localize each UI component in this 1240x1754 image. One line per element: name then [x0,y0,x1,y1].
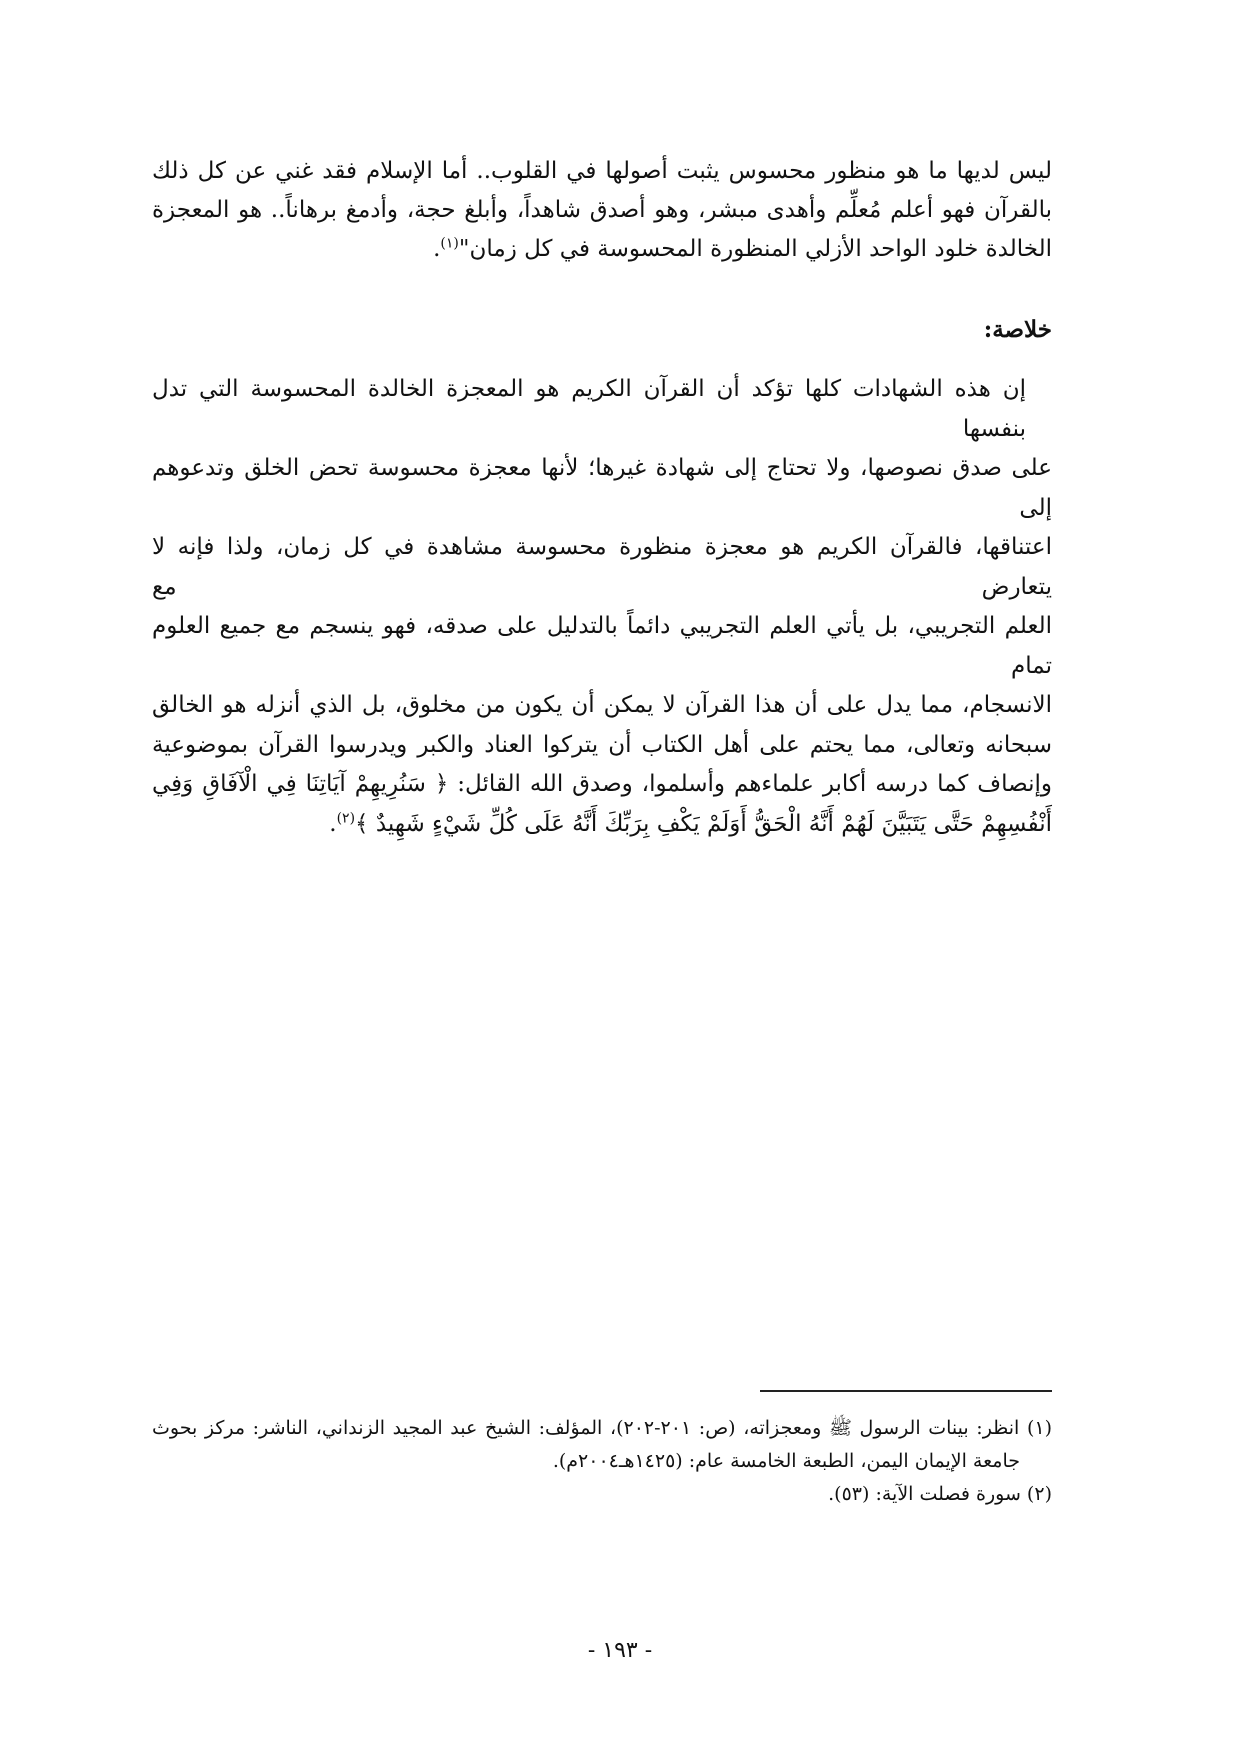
text-line: إن هذه الشهادات كلها تؤكد أن القرآن الكريم هو المعجزة الخالدة المحسوسة التي تدل بنفسها [152,376,1026,442]
footnotes [152,1412,1052,1511]
section-heading: خلاصة: [983,316,1052,343]
footnote-separator [760,1390,1052,1392]
text-line: ليس لديها ما هو منظور محسوس يثبت أصولها في القلوب.. أما الإسلام فقد غني عن كل ذلك [152,158,1052,184]
text-line-content: الخالدة خلود الواحد الأزلي المنظورة المحسوسة في كل زمان" [458,236,1052,262]
main-paragraph [152,370,1052,844]
footnote-1: (١) انظر: بينات الرسول ﷺ ومعجزاته، (ص: ٢٠١-٢٠٢)، المؤلف: الشيخ عبد المجيد الزنداني، الناشر: مركز بحوث [152,1417,1053,1439]
text-line: على صدق نصوصها، ولا تحتاج إلى شهادة غيرها؛ لأنها معجزة محسوسة تحض الخلق وتدعوهم إلى [152,455,1052,521]
footnote-2: (٢) سورة فصلت الآية: (٥٣). [828,1483,1052,1505]
text-line: اعتناقها، فالقرآن الكريم هو معجزة منظورة محسوسة مشاهدة في كل زمان، ولذا فإنه لا يتعارض مع [152,534,1052,600]
text-line-last [152,230,1052,269]
text-line-quran-end [152,805,1052,845]
footnote-reference[interactable]: (٢) [336,809,356,826]
quran-verse: أَنْفُسِهِمْ حَتَّى يَتَبَيَّنَ لَهُمْ أَنَّهُ الْحَقُّ أَوَلَمْ يَكْفِ بِرَبِّكَ أَنَّهُ عَلَى كُلِّ شَيْءٍ شَهِيدٌ ﴾ [355,810,1052,837]
footnote-reference[interactable]: (١) [440,235,459,252]
text-line: الانسجام، مما يدل على أن هذا القرآن لا يمكن أن يكون من مخلوق، بل الذي أنزله هو الخالق [152,692,1052,718]
line-terminator: . [433,236,441,262]
text-line: العلم التجريبي، بل يأتي العلم التجريبي دائماً بالتدليل على صدقه، فهو ينسجم مع جميع العلوم تمام [152,613,1052,679]
footnote-1-continuation: جامعة الإيمان اليمن، الطبعة الخامسة عام: (١٤٢٥هـ٢٠٠٤م). [552,1450,1020,1472]
text-line: سبحانه وتعالى، مما يحتم على أهل الكتاب أن يتركوا العناد والكبر ويدرسوا القرآن بموضوعية [152,731,1052,758]
top-paragraph [152,152,1052,269]
line-terminator: . [329,810,337,837]
page-number: - ١٩٣ - [587,1638,653,1663]
text-line: بالقرآن فهو أعلم مُعلِّم وأهدى مبشر، وهو أصدق شاهداً، وأبلغ حجة، وأدمغ برهاناً.. هو المعجزة [152,197,1052,223]
text-line-quran-start: وإنصاف كما درسه أكابر علماءهم وأسلموا، وصدق الله القائل: ﴿ سَنُرِيهِمْ آيَاتِنَا فِي الْآفَاقِ وَفِي [152,771,1052,797]
